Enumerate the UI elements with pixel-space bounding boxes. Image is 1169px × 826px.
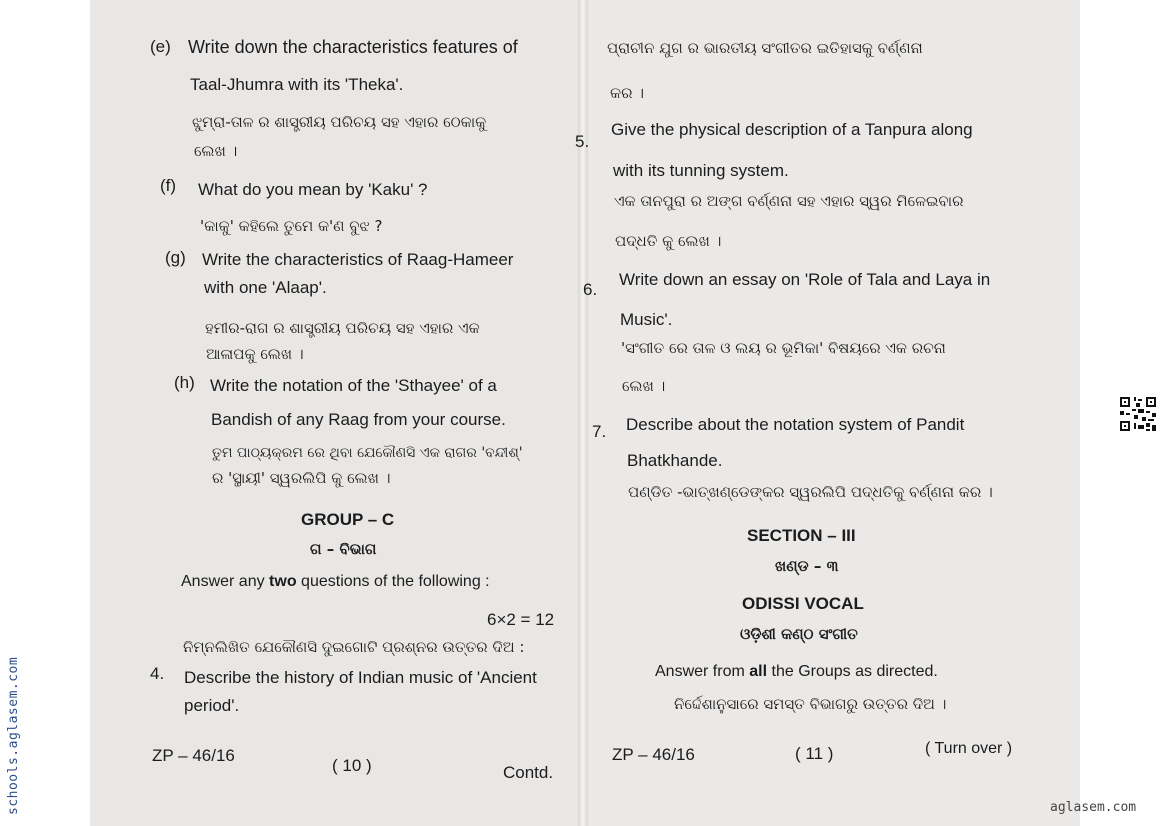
question-6-text-1: Write down an essay on 'Role of Tala and Laya in [619,270,991,289]
instruction-bold: two [269,573,297,590]
question-h-text-2: Bandish of any Raag from your course. [211,410,506,429]
subject-title: ODISSI VOCAL [742,594,864,613]
left-footer-contd: Contd. [503,763,554,782]
group-c-marks: 6×2 = 12 [487,610,555,629]
question-6-text-2: Music'. [620,310,673,329]
left-footer-page: ( 10 ) [332,756,372,775]
instruction-pre: Answer any [181,573,265,590]
question-5-text-2: with its tunning system. [613,161,789,180]
subject-odia-title: ଓଡ଼ିଶୀ କଣ୍ଠ ସଂଗୀତ [740,625,858,643]
section-instruction-odia: ନିର୍ଦ୍ଦେଶାନୁସାରେ ସମସ୍ତ ବିଭାଗରୁ ଉତ୍ତର ଦିଅ । [674,695,947,713]
answer-bold: all [749,663,768,680]
question-f-text-1: What do you mean by 'Kaku' ? [198,180,428,199]
bottom-watermark: aglasem.com [1050,800,1137,815]
question-4-text-2: period'. [184,696,240,715]
question-f-label: (f) [160,176,177,195]
group-c-instruction-odia: ନିମ୍ନଲିଖିତ ଯେକୌଣସି ଦୁଇଗୋଟି ପ୍ରଶ୍ନର ଉତ୍ତର ଦିଅ : [183,638,525,656]
side-watermark: schools.aglasem.com [6,656,21,815]
group-c-odia-title: ଗ – ବିଭାଗ [310,540,377,558]
question-e-odia-1: ଝୁମ୍‌ରା-ତାଳ ର ଶାସ୍ତ୍ରୀୟ ପରିଚୟ ସହ ଏହାର ଠେକାକୁ [192,113,487,131]
answer-pre: Answer from [655,663,745,680]
question-g-odia-2: ଆଳାପକୁ ଲେଖ । [206,345,304,363]
question-7-number: 7. [592,422,607,441]
question-6-number: 6. [583,280,598,299]
question-e-text-2: Taal-Jhumra with its 'Theka'. [190,75,404,94]
left-footer-code: ZP – 46/16 [152,746,235,765]
question-e-text-1: Write down the characteristics features of [188,37,518,57]
q4-odia-1: ପ୍ରାଚୀନ ଯୁଗ ର ଭାରତୀୟ ସଂଗୀତର ଇତିହାସକୁ ବର୍ଣ୍ଣନା [607,39,923,57]
instruction-post: questions of the following : [301,573,490,590]
question-5-number: 5. [575,132,590,151]
page-gutter [578,0,588,826]
question-h-odia-1: ତୁମ ପାଠ୍ୟକ୍ରମ ରେ ଥିବା ଯେକୌଣସି ଏକ ରାଗର 'ବନ୍ଦୀଶ୍' [212,445,523,461]
question-f-odia-1: 'କାକୁ' କହିଲେ ତୁମେ କ'ଣ ବୁଝ ? [200,217,383,235]
question-4-number: 4. [150,664,165,683]
question-g-odia-1: ହମୀର-ରାଗ ର ଶାସ୍ତ୍ରୀୟ ପରିଚୟ ସହ ଏହାର ଏକ [205,319,480,337]
question-5-odia-1: ଏକ ତାନପୁରା ର ଅଙ୍ଗ ବର୍ଣ୍ଣନା ସହ ଏହାର ସ୍ୱର ମିଳେଇବାର [614,192,964,210]
right-footer-turn-over: ( Turn over ) [925,740,1013,757]
right-footer-page: ( 11 ) [795,744,834,763]
qr-code-icon [1118,395,1158,433]
group-c-title: GROUP – C [301,510,395,529]
question-7-text-1: Describe about the notation system of Pandit [626,415,965,434]
question-5-odia-2: ପଦ୍ଧତି କୁ ଲେଖ । [615,232,722,250]
question-g-label: (g) [165,248,186,267]
question-e-label: (e) [150,37,171,56]
section-instruction [655,662,938,682]
right-footer-code: ZP – 46/16 [612,745,695,764]
question-h-text-1: Write the notation of the 'Sthayee' of a [210,376,497,395]
question-h-label: (h) [174,373,195,392]
section-iii-title: SECTION – III [747,526,856,545]
question-e-odia-2: ଲେଖ । [194,142,238,160]
question-h-odia-2: ର 'ସ୍ଥାୟୀ' ସ୍ୱରଲିପି କୁ ଲେଖ । [212,469,391,487]
q4-odia-2: କର । [610,84,644,102]
question-6-odia-2: ଲେଖ । [622,377,666,395]
question-7-odia-1: ପଣ୍ଡିତ -ଭାତ୍‌ଖଣ୍ଡେଙ୍କର ସ୍ୱରଲିପି ପଦ୍ଧତିକୁ ବର୍ଣ୍ଣନା କର । [628,483,993,501]
section-iii-odia-title: ଖଣ୍ଡ – ୩ [775,557,839,575]
question-4-text-1: Describe the history of Indian music of 'Ancient [184,668,537,687]
question-g-text-2: with one 'Alaap'. [204,278,327,297]
question-6-odia-1: 'ସଂଗୀତ ରେ ତାଳ ଓ ଲୟ ର ଭୂମିକା' ବିଷୟରେ ଏକ ରଚନା [621,339,946,357]
question-7-text-2: Bhatkhande. [627,451,723,470]
answer-post: the Groups as directed. [771,663,938,680]
question-5-text-1: Give the physical description of a Tanpura along [611,120,973,139]
question-g-text-1: Write the characteristics of Raag-Hameer [202,250,514,269]
group-c-instruction [181,572,490,592]
